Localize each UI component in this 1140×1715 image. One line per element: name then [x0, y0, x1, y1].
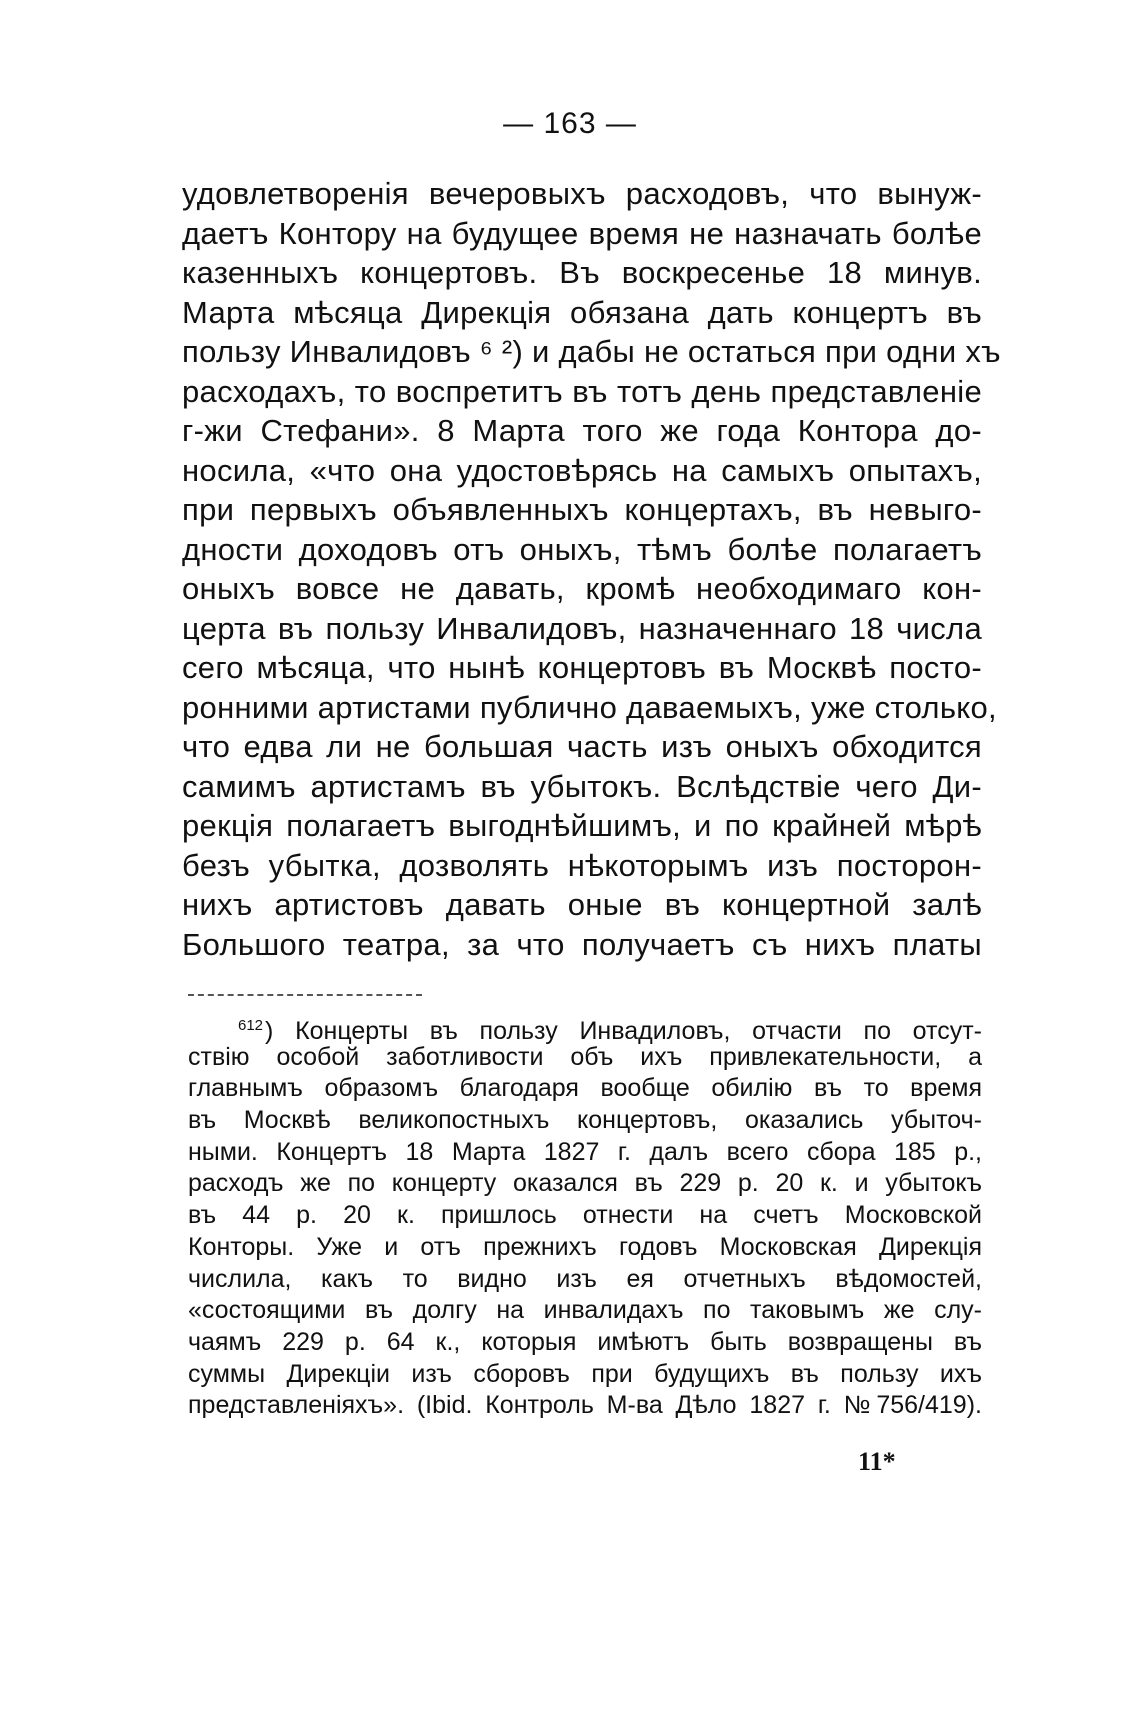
footnote-line: Конторы. Уже и отъ прежнихъ годовъ Московская Дирекція: [188, 1232, 982, 1261]
main-text-line: Марта мѣсяца Дирекція обязана дать концертъ въ: [182, 294, 982, 330]
main-text-line: расходахъ, то воспретитъ въ тотъ день представленіе: [182, 373, 982, 409]
main-text-line: безъ убытка, дозволять нѣкоторымъ изъ посторон-: [182, 847, 982, 883]
footnote-line: въ Москвѣ великопостныхъ концертовъ, оказались убыточ-: [188, 1106, 982, 1135]
main-text-line: оныхъ вовсе не давать, кромѣ необходимаго кон-: [182, 571, 982, 606]
main-text-line: удовлетворенія вечеровыхъ расходовъ, что вынуж-: [182, 176, 982, 211]
footnote-line: представленіяхъ». (Ibid. Контроль М-ва Дѣло 1827 г. №756/419).: [188, 1391, 982, 1420]
footnote-block: [188, 1010, 982, 1422]
main-text-line: Большого театра, за что получаетъ съ нихъ платы: [182, 926, 982, 962]
footnote-line: ствію особой заботливости объ ихъ привлекательности, а: [188, 1042, 982, 1071]
main-text-line: что едва ли не большая часть изъ оныхъ обходится: [182, 729, 982, 764]
main-text-line: рекція полагаетъ выгоднѣйшимъ, и по крайней мѣрѣ: [182, 808, 982, 843]
main-text-line: носила, «что она удостовѣрясь на самыхъ опытахъ,: [182, 452, 982, 488]
main-text-line: казенныхъ концертовъ. Въ воскресенье 18 минув.: [182, 255, 982, 290]
footnote-line: въ 44 р. 20 к. пришлось отнести на счетъ Московской: [188, 1201, 982, 1230]
page-number: — 163 —: [503, 107, 637, 140]
main-text-line: при первыхъ объявленныхъ концертахъ, въ невыго-: [182, 492, 982, 527]
footnote-line: [188, 1010, 982, 1045]
footnote-line: главнымъ образомъ благодаря вообще обилію въ то время: [188, 1074, 982, 1103]
footnote-marker: 612: [238, 1017, 264, 1034]
main-text-line: нихъ артистовъ давать оные въ концертной залѣ: [182, 887, 982, 922]
main-text-line: г-жи Стефани». 8 Марта того же года Контора до-: [182, 413, 982, 448]
footnote-line: чаямъ 229 р. 64 к., которыя имѣютъ быть возвращены въ: [188, 1327, 982, 1356]
footnote-line: «состоящими въ долгу на инвалидахъ по таковымъ же слу-: [188, 1296, 982, 1325]
footnote-line: суммы Дирекціи изъ сборовъ при будущихъ въ пользу ихъ: [188, 1359, 982, 1388]
main-text-line: даетъ Контору на будущее время не назначать болѣе: [182, 215, 982, 251]
footnote-text: ) Концерты въ пользу Инвадиловъ, отчасти по отсут-: [265, 1017, 982, 1045]
main-text-line: церта въ пользу Инвалидовъ, назначеннаго 18 числа: [182, 610, 982, 646]
main-text-block: [182, 174, 1001, 964]
main-text-line: сего мѣсяца, что нынѣ концертовъ въ Москвѣ посто-: [182, 650, 982, 685]
footnote-line: числила, какъ то видно изъ ея отчетныхъ вѣдомостей,: [188, 1264, 982, 1293]
main-text-line: ронними артистами публично даваемыхъ, уже столько,: [182, 689, 997, 725]
main-text-line: пользу Инвалидовъ ⁶ ²) и дабы не остаться при одни хъ: [182, 334, 1001, 369]
signature-mark: 11*: [858, 1447, 896, 1476]
main-text-line: дности доходовъ отъ оныхъ, тѣмъ болѣе полагаетъ: [182, 531, 982, 567]
footnote-divider: [188, 994, 422, 996]
footnote-line: расходъ же по концерту оказался въ 229 р. 20 к. и убытокъ: [188, 1169, 982, 1198]
footnote-line: ными. Концертъ 18 Марта 1827 г. далъ всего сбора 185 р.,: [188, 1137, 982, 1166]
main-text-line: самимъ артистамъ въ убытокъ. Вслѣдствіе чего Ди-: [182, 768, 982, 804]
